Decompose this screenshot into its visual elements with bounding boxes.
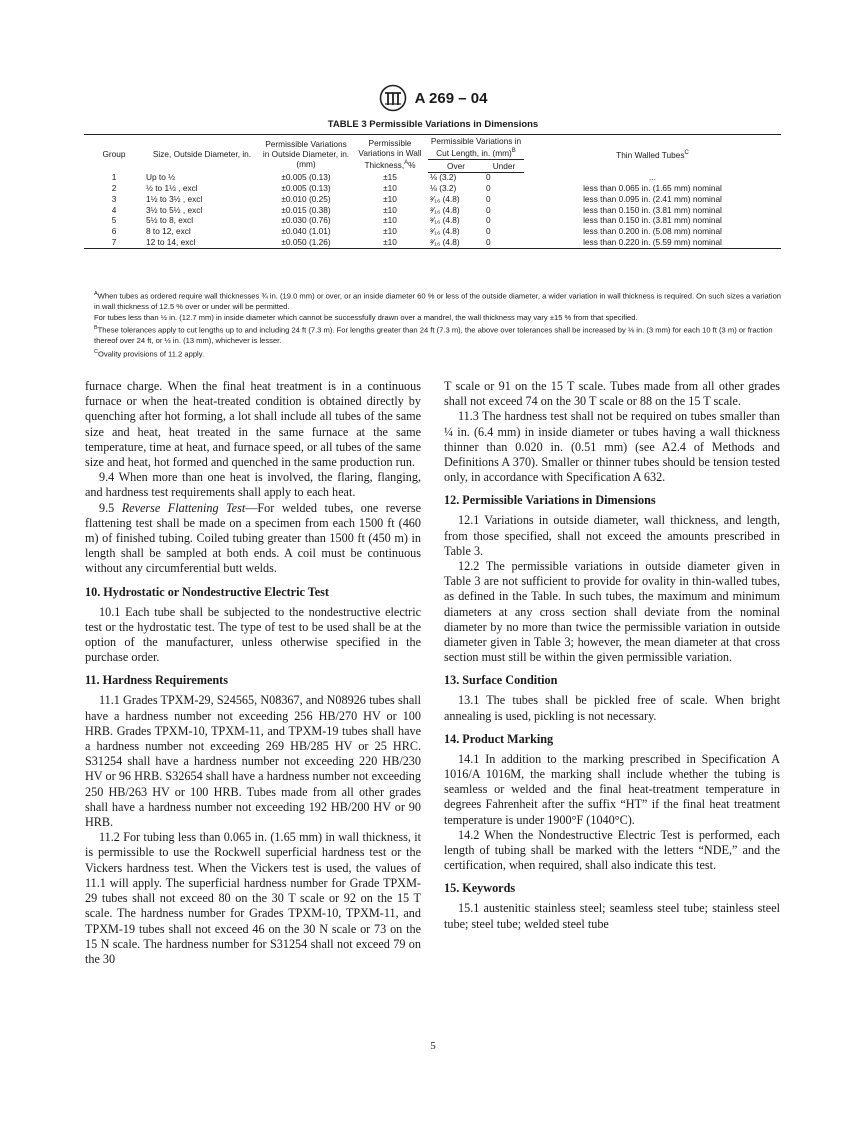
cell-size: 8 to 12, excl [146, 226, 191, 237]
section-10-heading: 10. Hydrostatic or Nondestructive Electric Test [85, 584, 329, 599]
paragraph-12-1: 12.1 Variations in outside diameter, wall thickness, and length, from those specified, shall not exceed the amounts prescribed in Table 3. [444, 513, 780, 558]
cell-group: 7 [84, 237, 144, 248]
cell-od-variation: ±0.040 (1.01) [281, 226, 331, 237]
paragraph-11-3: 11.3 The hardness test shall not be required on tubes smaller than ¼ in. (6.4 mm) in inside diameter or tubes having a wall thickness thinner than 0.020 in. (0.51 mm) (see A2.4 of Methods and Definitions A 370). Smaller or thinner tubes should be tension tested only, in accordance with Specification A 632. [444, 409, 780, 485]
cell-od-variation: ±0.010 (0.25) [281, 193, 331, 204]
cell-thin-walled: less than 0.065 in. (1.65 mm) nominal [583, 183, 722, 194]
cell-cut-under: 0 [486, 193, 491, 204]
header-size: Size, Outside Diameter, in. [144, 135, 260, 173]
cell-wall-variation: ±10 [352, 237, 428, 248]
table-row [84, 237, 781, 248]
table-row [84, 205, 781, 216]
header-wall-variation: Permissible Variations in Wall Thickness,$^A$% [352, 135, 428, 173]
cell-cut-under: 0 [486, 215, 491, 226]
cell-group: 2 [111, 183, 117, 194]
paragraph-10-1: 10.1 Each tube shall be subjected to the nondestructive electric test or the hydrostatic test. The type of test to be used shall be at the option of the manufacturer, unless otherwise specified in the purchase order. [85, 604, 421, 665]
cell-size: 12 to 14, excl [144, 237, 260, 248]
table-row [84, 226, 781, 237]
table-row [84, 183, 781, 194]
paragraph-11-2-continued: T scale or 91 on the 15 T scale. Tubes made from all other grades shall not exceed 74 on the 30 T scale or 88 on the 15 T scale. [444, 379, 780, 409]
dimensions-table [84, 134, 781, 249]
paragraph-9-5: 9.5 Reverse Flattening Test—For welded tubes, one reverse flattening test shall be made on a specimen from each 1500 ft (460 m) of finished tubing. Coiled tubing greater than 1500 ft (450 m) in length shall be sampled at both ends. A coil must be continuous without any circumferential butt welds. [85, 500, 421, 576]
cell-od-variation: ±0.005 (0.13) [281, 183, 331, 194]
page-header [0, 84, 866, 112]
paragraph-12-2: 12.2 The permissible variations in outside diameter given in Table 3 are not sufficient to provide for ovality in thin-walled tubes, as defined in the Table. In such tubes, the maximum and minimum diameters at any cross section shall deviate from the nominal diameter by no more than twice the permissible variation in outside diameter given in Table 3; however, the mean diameter at that cross section must still be within the given permissible variation. [444, 559, 780, 665]
astm-logo-icon [379, 84, 407, 112]
cell-size: Up to ½ [146, 172, 176, 183]
header-under: Under [484, 159, 524, 172]
table-footnotes [84, 289, 781, 360]
section-12-heading: 12. Permissible Variations in Dimensions [444, 493, 656, 508]
cell-cut-under: 0 [486, 172, 491, 183]
cell-group: 3 [111, 193, 117, 204]
paragraph-13-1: 13.1 The tubes shall be pickled free of scale. When bright annealing is used, pickling is not necessary. [444, 693, 780, 723]
left-column [85, 379, 421, 967]
paragraph-14-1: 14.1 In addition to the marking prescribed in Specification A 1016/A 1016M, the marking shall include whether the tubing is seamless or welded and the final heat-treatment temperature in degrees Fahrenheit after the suffix “HT” if the final heat treatment temperature is under 1900°F (1040°C). [444, 751, 780, 827]
cell-cut-over: ³⁄₁₆ (4.8) [430, 193, 460, 204]
footnote-c: $^C$Ovality provisions of 11.2 apply. [94, 349, 205, 359]
cell-cut-over: ³⁄₁₆ (4.8) [430, 226, 460, 237]
cell-wall-variation: ±10 [383, 226, 397, 237]
header-group: Group [84, 135, 144, 173]
section-13-heading: 13. Surface Condition [444, 673, 558, 688]
page-number: 5 [430, 1040, 436, 1052]
cell-group: 1 [111, 172, 117, 183]
cell-thin-walled: less than 0.200 in. (5.08 mm) nominal [583, 226, 722, 237]
paragraph-15-1: 15.1 austenitic stainless steel; seamless steel tube; stainless steel tube; steel tube; welded steel tube [444, 901, 780, 931]
cell-thin-walled: less than 0.150 in. (3.81 mm) nominal [583, 215, 722, 226]
cell-cut-under: 0 [486, 183, 491, 194]
right-column [444, 379, 780, 932]
cell-group: 6 [111, 226, 117, 237]
section-11-heading: 11. Hardness Requirements [85, 673, 228, 688]
paragraph-11-1: 11.1 Grades TPXM-29, S24565, N08367, and N08926 tubes shall have a hardness number not exceeding 256 HB/270 HV or 100 HRB. Grades TPXM-10, TPXM-11, and TPXM-19 tubes shall have a hardness number not exceeding 269 HB/285 HV or 25 HRC. S31254 shall have a hardness number not exceeding 220 HB/230 HV or 96 HRB. S32654 shall have a hardness number not exceeding 250 HB/263 HV or 100 HRB. Tubes made from all other grades shall have a hardness number not exceeding 192 HB/200 HV or 90 HRB. [85, 693, 421, 830]
cell-cut-over: ³⁄₁₆ (4.8) [430, 215, 460, 226]
cell-thin-walled: less than 0.095 in. (2.41 mm) nominal [583, 193, 722, 204]
cell-od-variation: ±0.015 (0.38) [281, 204, 331, 215]
section-15-heading: 15. Keywords [444, 881, 516, 896]
cell-od-variation: ±0.050 (1.26) [260, 237, 352, 248]
paragraph-furnace-charge: furnace charge. When the final heat treatment is in a continuous furnace or when the heat-treated condition is obtained directly by quenching after hot forming, a lot shall include all tubes of the same size and heat, heat treated in the same furnace at the same temperature, time at heat, and furnace speed, or all tubes of the same size and heat, hot formed and quenched in the same production run. [85, 379, 421, 470]
cell-wall-variation: ±15 [383, 172, 397, 183]
document-id: A 269 – 04 [414, 89, 488, 107]
cell-size: 5½ to 8, excl [146, 215, 194, 226]
cell-size: ½ to 1½ , excl [146, 183, 198, 194]
cell-group: 4 [111, 204, 117, 215]
footnote-b: $^B$These tolerances apply to cut lengths up to and including 24 ft (7.3 m). For lengths greater than 24 ft (7.3 m), the above over tolerances shall be increased by ⅛ in. (3 mm) for each 10 ft (3 m) or fraction thereof over 24 ft, or ½ in. (13 mm), whichever is lesser. [94, 325, 773, 346]
footnote-a: $^A$When tubes as ordered require wall thicknesses ¾ in. (19.0 mm) or over, or an inside diameter 60 % or less of the outside diameter, a wider variation in wall thickness is required. On such sizes a variation in wall thickness of 12.5 % over or under will be permitted. [94, 291, 782, 312]
paragraph-14-2: 14.2 When the Nondestructive Electric Test is performed, each length of tubing shall be marked with the letters “NDE,” and the certification, when required, shall also indicate this test. [444, 827, 780, 873]
cell-od-variation: ±0.005 (0.13) [281, 172, 331, 183]
header-cut-length-variation: Permissible Variations in Cut Length, in. (mm)$^B$ [428, 135, 524, 160]
cell-wall-variation: ±10 [383, 204, 397, 215]
cell-od-variation: ±0.030 (0.76) [281, 215, 331, 226]
table-row [84, 172, 781, 183]
table-title: TABLE 3 Permissible Variations in Dimensions [327, 119, 539, 130]
cell-wall-variation: ±10 [383, 193, 397, 204]
header-thin-walled: Thin Walled Tubes$^C$ [524, 135, 781, 173]
cell-thin-walled: ... [649, 172, 656, 183]
section-14-heading: 14. Product Marking [444, 731, 554, 746]
cell-wall-variation: ±10 [383, 183, 397, 194]
cell-thin-walled: less than 0.150 in. (3.81 mm) nominal [583, 204, 722, 215]
table-row [84, 215, 781, 226]
cell-size: 1½ to 3½ , excl [146, 193, 203, 204]
header-over: Over [428, 159, 484, 172]
cell-group: 5 [111, 215, 117, 226]
cell-cut-over: ³⁄₁₆ (4.8) [430, 204, 460, 215]
cell-wall-variation: ±10 [383, 215, 397, 226]
cell-size: 3½ to 5½ , excl [146, 204, 203, 215]
cell-cut-over: ⅛ (3.2) [430, 183, 457, 194]
cell-cut-over: ⅛ (3.2) [430, 172, 457, 183]
cell-cut-over: ³⁄₁₆ (4.8) [428, 237, 484, 248]
paragraph-11-2: 11.2 For tubing less than 0.065 in. (1.65 mm) in wall thickness, it is permissible to use the Rockwell superficial hardness test or the Vickers hardness test. When the Vickers test is used, the values of 11.1 will apply. The superficial hardness number for Grade TPXM-29 tubes shall not exceed 80 on the 30 T scale or 92 on the 15 T scale. The hardness number for Grades TPXM-10, TPXM-11, and TPXM-19 tubes shall not exceed 46 on the 30 N scale or 73 on the 15 N scale. The hardness number for S31254 shall not exceed 79 on the 30 [85, 830, 421, 966]
cell-thin-walled: less than 0.220 in. (5.59 mm) nominal [524, 237, 781, 248]
cell-cut-under: 0 [486, 204, 491, 215]
footnote-a-2: For tubes less than ½ in. (12.7 mm) in inside diameter which cannot be successfully drawn over a mandrel, the wall thickness may vary ±15 % from that specified. [94, 312, 638, 322]
cell-cut-under: 0 [486, 226, 491, 237]
table-row [84, 194, 781, 205]
header-od-variation: Permissible Variations in Outside Diameter, in. (mm) [260, 135, 352, 173]
cell-cut-under: 0 [484, 237, 524, 248]
paragraph-9-4: 9.4 When more than one heat is involved, the flaring, flanging, and hardness test requirements shall apply to each heat. [85, 470, 421, 500]
